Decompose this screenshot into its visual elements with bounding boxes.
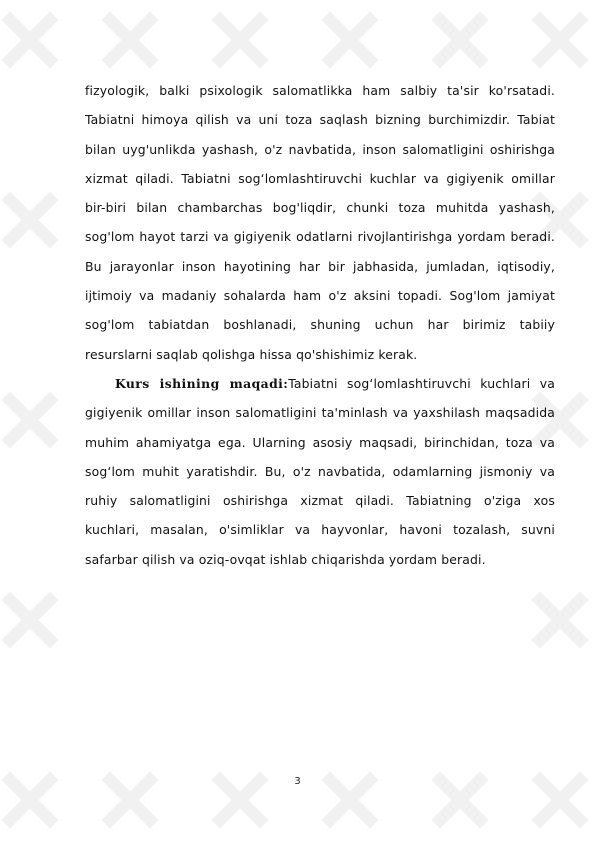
- course-aim-heading: Kurs ishining maqadi:: [115, 375, 289, 391]
- course-aim-text: Tabiatni sog‘lomlashtiruvchi kuchlari va gigiyenik omillar inson salomatligini ta'minlash va yaxshilash maqsadida muhim ahamiyatga ega. Ularning asosiy maqsadi, birinchidan, toza va sog‘lom muhit yaratishdir. Bu, o'z navbatida, odamlarning jismoniy va ruhiy salomatligini oshirishga xizmat qiladi. Tabiatning o'ziga xos kuchlari, masalan, o'simliklar va hayvonlar, havoni tozalash, suvni safarbar qilish va oziq-ovqat ishlab chiqarishda yordam beradi.: [85, 375, 555, 567]
- page-number: 3: [294, 776, 301, 787]
- paragraph-continued: fizyologik, balki psixologik salomatlikka ham salbiy ta'sir ko'rsatadi. Tabiatni himoya qilish va uni toza saqlash bizning burchimizdir. Tabiat bilan uyg'unlikda yashash, o'z navbatida, inson salomatligini oshirishga xizmat qiladi. Tabiatni sog‘lomlashtiruvchi kuchlar va gigiyenik omillar bir-biri bilan chambarchas bog'liqdir, chunki toza muhitda yashash, sog'lom hayot tarzi va gigiyenik odatlarni rivojlantirishga yordam beradi. Bu jarayonlar inson hayotining har bir jabhasida, jumladan, iqtisodiy, ijtimoiy va madaniy sohalarda ham o'z aksini topadi. Sog'lom jamiyat sog'lom tabiatdan boshlanadi, shuning uchun har birimiz tabiiy resurslarni saqlab qolishga hissa qo'shishimiz kerak.: [85, 83, 555, 362]
- document-body: [85, 76, 555, 574]
- paragraph-course-aim: [85, 369, 555, 574]
